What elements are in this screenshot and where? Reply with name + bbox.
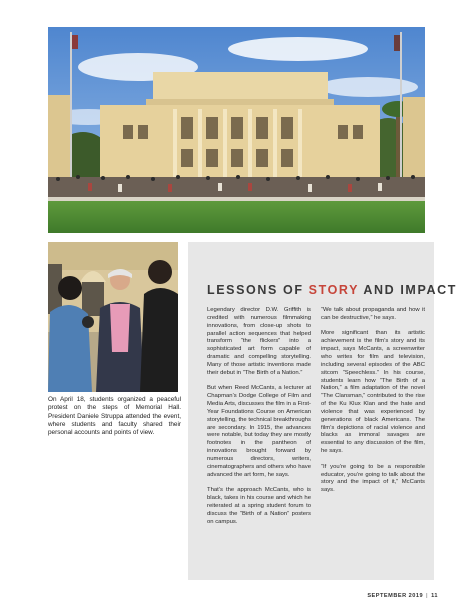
title-accent-word: STORY (308, 283, 359, 297)
students-faculty-photo (48, 242, 178, 392)
article-column-left (207, 307, 311, 534)
article-column-right (321, 307, 425, 503)
issue-date: SEPTEMBER 2019 (367, 593, 424, 599)
paragraph: “We talk about propaganda and how it can be destructive,” he says. (321, 307, 425, 321)
paragraph: More significant than its artistic achievement is the film’s story and its impact, says McCants, a screenwriter who writes for film and television, including several episodes of the ABC sitcom “Speechless.” In his course, students learn how “The Birth of a Nation,” a film adaptation of the novel “The Clansman,” contributed to the rise of the Ku Klux Klan and the hate and violence that was experienced by generations of black Americans. The film’s depictions of racial violence and blacks as immoral savages are essential to any discussion of the film, he says. (321, 330, 425, 455)
paragraph: But when Reed McCants, a lecturer at Chapman’s Dodge College of Film and Media Arts, discusses the film in a First-Year Foundations Course on American storytelling, the technical breakthroughs are secondary. In 1915, the advances were notable, but today they are mostly footnotes in the pantheon of innovations brought forward by numerous directors, writers, cinematographers and others who have advanced the art form, he says. (207, 385, 311, 478)
page-footer (320, 593, 438, 599)
paragraph: “If you’re going to be a responsible educator, you’re going to talk about the story and the impact of it,” McCants says. (321, 463, 425, 494)
title-text-start: LESSONS OF (207, 283, 309, 297)
title-text-end: AND IMPACT (358, 283, 457, 297)
paragraph: That’s the approach McCants, who is black, takes in his course and which he reiterated at a spring student forum to discuss the “Birth of a Nation” posters on campus. (207, 487, 311, 525)
photo-caption: On April 18, students organized a peaceful protest on the steps of Memorial Hall. President Daniele Struppa attended the event, where students and faculty shared their personal accounts and points of view. (48, 396, 181, 437)
paragraph: Legendary director D.W. Griffith is credited with numerous filmmaking innovations, from close-up shots to parallel action sequences that helped transform “the flickers” into a sophisticated art form capable of dramatic and compelling storytelling. Many of those artistic inventions made their debut in “The Birth of a Nation.” (207, 307, 311, 376)
article-title (207, 283, 457, 297)
page-number: 11 (431, 593, 438, 599)
memorial-hall-photo (48, 27, 425, 233)
footer-separator: | (426, 593, 429, 599)
